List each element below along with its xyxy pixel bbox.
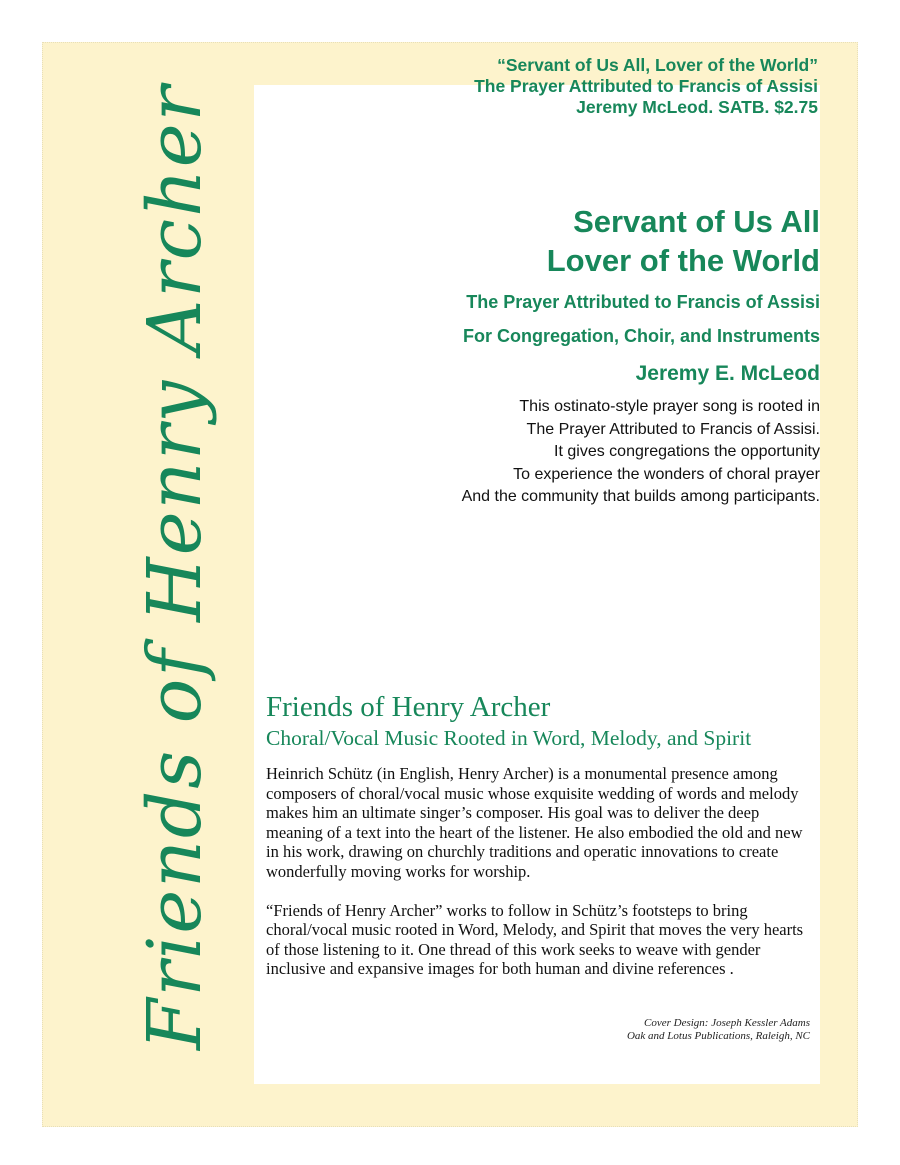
paragraph: “Friends of Henry Archer” works to follow in Schütz’s footsteps to bring choral/vocal music rooted in Word, Melody, and Spirit that moves the very hearts of those listening to it. One thread of this work seeks to weave with gender inclusive and expansive images for both human and divine references . — [266, 900, 804, 978]
description-line: And the community that builds among participants. — [461, 488, 820, 505]
main-title — [547, 202, 820, 280]
subtitle: For Congregation, Choir, and Instruments — [462, 326, 820, 346]
header-line: Jeremy McLeod. SATB. $2.75 — [576, 97, 818, 117]
fha-body — [266, 764, 816, 998]
fha-heading: Friends of Henry Archer — [266, 691, 551, 723]
header-line: “Servant of Us All, Lover of the World” — [497, 55, 818, 75]
description-line: To experience the wonders of choral prayer — [513, 465, 820, 483]
title-line: Lover of the World — [546, 243, 820, 278]
fha-heading-block — [266, 690, 751, 752]
credit-line: Oak and Lotus Publications, Raleigh, NC — [626, 1030, 810, 1042]
credit-line: Cover Design: Joseph Kessler Adams — [644, 1017, 810, 1029]
description-line: This ostinato-style prayer song is rooted in — [519, 398, 820, 415]
title-line: Servant of Us All — [573, 204, 820, 239]
fha-subheading: Choral/Vocal Music Rooted in Word, Melody, and Spirit — [266, 726, 752, 750]
description — [462, 396, 820, 509]
header-block — [474, 55, 818, 118]
credits — [627, 1017, 810, 1043]
composer: Jeremy E. McLeod — [635, 362, 820, 385]
description-line: The Prayer Attributed to Francis of Assisi. — [526, 420, 820, 438]
paragraph: Heinrich Schütz (in English, Henry Archer) is a monumental presence among composers of choral/vocal music whose exquisite wedding of words and melody makes him an ultimate singer’s composer. His goal was to deliver the deep meaning of a text into the heart of the listener. He also embodied the old and new in his work, drawing on churchly traditions and operatic innovations to create wonderfully moving works for worship. — [266, 764, 803, 881]
vertical-title: Friends of Henry Archer — [132, 84, 218, 1050]
description-line: It gives congregations the opportunity — [554, 443, 820, 460]
header-line: The Prayer Attributed to Francis of Assisi — [474, 76, 818, 96]
subtitle: The Prayer Attributed to Francis of Assisi — [466, 292, 820, 312]
